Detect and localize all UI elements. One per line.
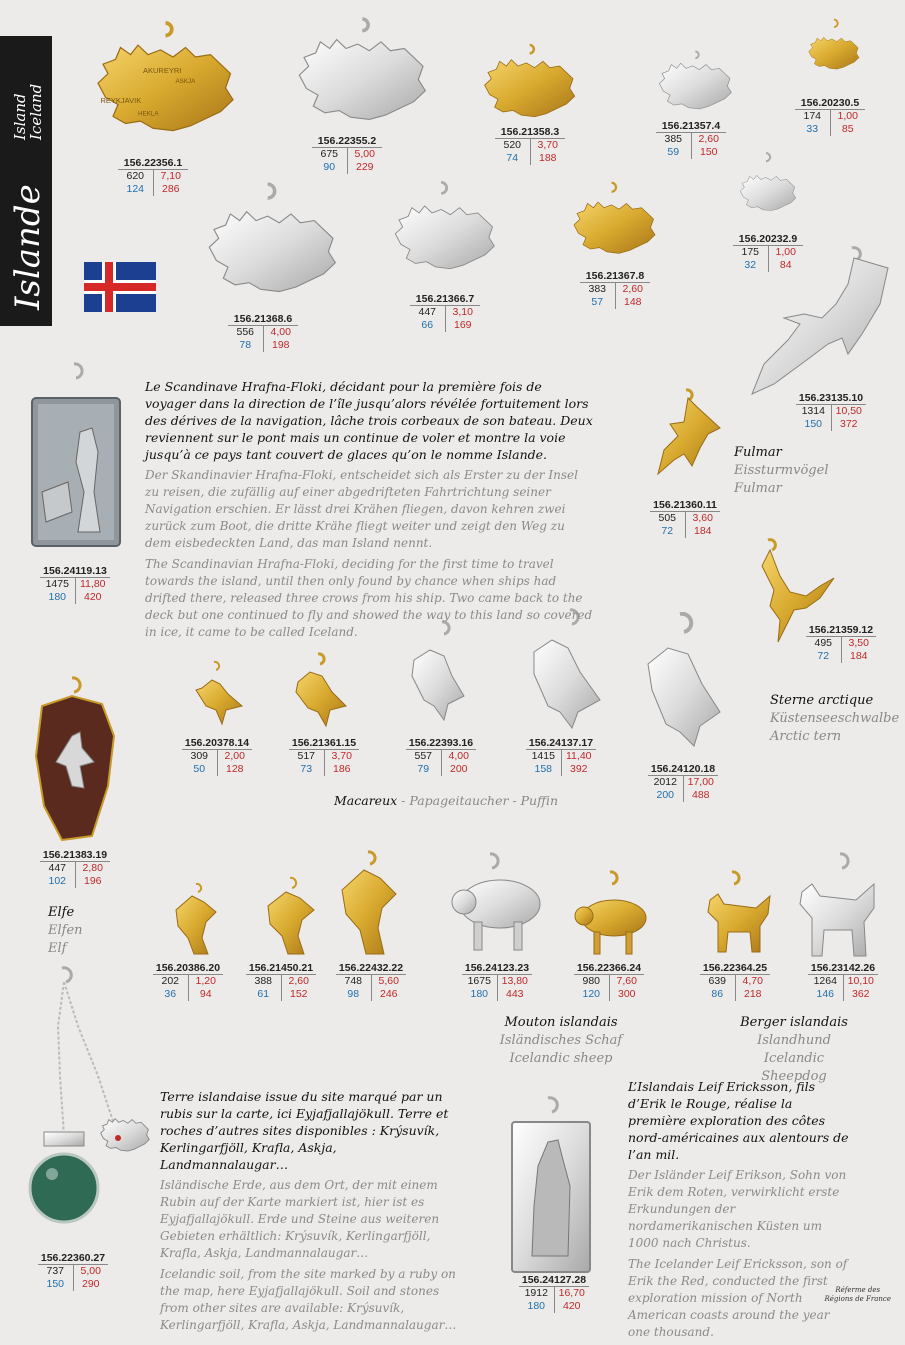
item-value-blue: 150 [38, 1278, 74, 1291]
item-value-blue: 200 [648, 789, 684, 802]
price-tag [796, 392, 866, 431]
puffin-label-fr: Macareux [334, 793, 398, 808]
floki-text-de: Der Skandinavier Hrafna-Floki, entscheidet sich als Erster zu der Insel zu reisen, die zufällig auf einer abgedrifteten Fahrtrichtung seiner Navigation erschien. Er lässt drei Krähen fliegen, davon kehren zwei zurück zum Boot, die dritte Krähe fliegt weiter und zeigt den Weg zu dem eisbedeckten Land, das man Island nennt. [145, 468, 578, 550]
soil-text-en: Icelandic soil, from the site marked by a ruby on the map, here Eyjafjallajökull. Soil and stones from other sites are available: Krýsuvík, Kerlingarfjöll, Krafla, Askja, Landmannalaugar… [160, 1267, 457, 1332]
item-weight: 980 [574, 975, 610, 988]
price-tag [118, 157, 188, 196]
price-tag [246, 962, 316, 1001]
item-weight: 1264 [808, 975, 844, 988]
puffin-pendant-silver-large [640, 612, 726, 752]
item-price: 7,10 [160, 170, 181, 182]
iceland-plain-pendant-silver [200, 178, 340, 308]
item-weight: 1675 [462, 975, 498, 988]
item-price: 3,50 [848, 637, 869, 649]
item-weight: 388 [246, 975, 282, 988]
item-price: 16,70 [558, 1287, 585, 1299]
item-value-blue: 36 [153, 988, 189, 1001]
item-ref: 156.21360.11 [653, 499, 717, 511]
item-ref: 156.22360.27 [40, 1252, 106, 1264]
item-value-red: 94 [199, 988, 212, 1000]
sidebar-subtitle-de: Island [11, 93, 29, 140]
item-value-blue: 32 [733, 259, 769, 272]
item-weight: 557 [406, 750, 442, 763]
item-ref: 156.22393.16 [408, 737, 474, 749]
iceland-map-pendant-silver-small [654, 46, 734, 121]
item-weight: 748 [336, 975, 372, 988]
item-weight: 517 [289, 750, 325, 763]
item-weight: 174 [795, 110, 831, 123]
item-weight: 505 [650, 512, 686, 525]
item-value-red: 148 [623, 296, 642, 308]
item-value-red: 169 [453, 319, 472, 331]
item-value-blue: 78 [228, 339, 264, 352]
icelandic-sheep-pendant-gold [574, 870, 650, 962]
item-ref: 156.24120.18 [650, 763, 716, 775]
credit-line-1: Réferme des [835, 1286, 881, 1294]
item-value-blue: 120 [574, 988, 610, 1001]
price-tag [406, 737, 476, 776]
sheep-label-de: Isländisches Schaf [499, 1033, 623, 1048]
price-tag [40, 565, 110, 604]
item-value-red: 392 [569, 763, 588, 775]
tern-label [770, 692, 900, 746]
item-weight: 175 [733, 246, 769, 259]
item-ref: 156.21357.4 [661, 120, 721, 132]
puffin-label-de-en: - Papageitaucher - Puffin [397, 793, 558, 808]
item-value-red: 184 [849, 650, 868, 662]
item-price: 2,60 [288, 975, 309, 987]
elf-label-de: Elfen [48, 923, 83, 938]
price-tag [795, 97, 865, 136]
dog-label [730, 1014, 858, 1086]
dog-label-en: Icelandic Sheepdog [761, 1051, 827, 1084]
price-tag [182, 737, 252, 776]
item-price: 1,20 [195, 975, 216, 987]
item-ref: 156.20386.20 [155, 962, 221, 974]
dog-label-fr: Berger islandais [740, 1015, 848, 1030]
item-ref: 156.21358.3 [500, 126, 560, 138]
item-value-blue: 90 [312, 161, 348, 174]
item-weight: 447 [40, 862, 76, 875]
item-price: 2,80 [82, 862, 103, 874]
item-ref: 156.21366.7 [415, 293, 475, 305]
item-value-blue: 73 [289, 763, 325, 776]
item-price: 5,00 [80, 1265, 101, 1277]
sidebar-title: Islande [8, 184, 48, 310]
item-value-red: 443 [505, 988, 524, 1000]
item-value-blue: 158 [526, 763, 562, 776]
credit-line-2: Régions de France [824, 1295, 891, 1303]
puffin-pendant-gold-small [188, 660, 248, 730]
credit-mark [825, 1286, 891, 1304]
item-price: 4,70 [742, 975, 763, 987]
price-tag [312, 135, 382, 174]
soil-text-block [160, 1088, 468, 1338]
item-weight: 309 [182, 750, 218, 763]
item-price: 11,40 [566, 750, 592, 762]
item-ref: 156.22366.24 [576, 962, 642, 974]
price-tag [38, 1252, 108, 1291]
item-value-red: 152 [289, 988, 308, 1000]
item-value-red: 188 [538, 152, 557, 164]
iceland-plain-pendant-gold [568, 180, 658, 265]
price-tag [580, 270, 650, 309]
item-weight: 556 [228, 326, 264, 339]
elf-label [48, 904, 108, 958]
item-value-red: 186 [332, 763, 351, 775]
item-value-blue: 150 [796, 418, 832, 431]
item-price: 4,00 [270, 326, 291, 338]
item-price: 3,70 [331, 750, 352, 762]
map-label-reykjavik: REYKJAVIK [100, 96, 142, 105]
hrafna-floki-plaque-pendant [28, 362, 124, 552]
puffin-pendant-gold-medium [288, 652, 354, 732]
item-ref: 156.20378.14 [184, 737, 250, 749]
price-tag [648, 763, 718, 802]
elf-label-fr: Elfe [48, 905, 75, 920]
tern-label-en: Arctic tern [770, 729, 842, 744]
item-value-blue: 79 [406, 763, 442, 776]
map-label-akureyri: AKUREYRI [143, 66, 182, 75]
item-value-blue: 72 [650, 525, 686, 538]
map-label-askja: ASKJA [175, 78, 196, 85]
item-value-red: 184 [693, 525, 712, 537]
item-value-red: 218 [743, 988, 762, 1000]
item-value-blue: 57 [580, 296, 616, 309]
item-value-red: 229 [355, 161, 374, 173]
item-weight: 1475 [40, 578, 76, 591]
item-price: 1,00 [775, 246, 796, 258]
floki-text-fr: Le Scandinave Hrafna-Floki, décidant pour la première fois de voyager dans la direction de l’île jusqu’alors révélée fortuitement lors des dérives de la navigation, lâche trois corbeaux de son bateau. Deux reviennent sur le pont mais un continue de voler et montre la voie jusqu’à ce pays tant couvert de glaces qu’on le nomme Islande. [145, 379, 593, 462]
item-value-blue: 146 [808, 988, 844, 1001]
item-price: 5,00 [354, 148, 375, 160]
price-tag [153, 962, 223, 1001]
icelandic-sheepdog-pendant-silver [794, 852, 884, 964]
item-ref: 156.24127.28 [521, 1274, 587, 1286]
item-value-blue: 66 [410, 319, 446, 332]
item-value-red: 85 [841, 123, 854, 135]
item-value-blue: 74 [495, 152, 531, 165]
item-ref: 156.24123.23 [464, 962, 530, 974]
price-tag [806, 624, 876, 663]
item-weight: 2012 [648, 776, 684, 789]
item-value-blue: 33 [795, 123, 831, 136]
item-ref: 156.21361.15 [291, 737, 357, 749]
iceland-map-pendant-silver [290, 10, 430, 140]
item-price: 2,00 [224, 750, 245, 762]
item-price: 11,80 [80, 578, 106, 590]
item-weight: 202 [153, 975, 189, 988]
item-price: 10,10 [847, 975, 874, 987]
item-ref: 156.21450.21 [248, 962, 314, 974]
item-value-blue: 86 [700, 988, 736, 1001]
dog-label-de: Islandhund [757, 1033, 831, 1048]
iceland-plain-pendant-silver-mini [736, 152, 798, 224]
sheep-label-en: Icelandic sheep [509, 1051, 613, 1066]
leif-ericksson-plaque-pendant [508, 1096, 594, 1276]
item-weight: 1314 [796, 405, 832, 418]
item-weight: 520 [495, 139, 531, 152]
elf-pendant-gold-medium [262, 876, 318, 958]
item-price: 7,60 [616, 975, 637, 987]
item-value-red: 200 [449, 763, 468, 775]
floki-text-block [145, 378, 593, 645]
leif-text-block [628, 1078, 850, 1345]
item-weight: 1415 [526, 750, 562, 763]
tern-label-fr: Sterne arctique [770, 693, 874, 708]
item-price: 1,00 [837, 110, 858, 122]
iceland-map-pendant-gold-medium [478, 40, 578, 130]
iceland-plain-pendant-silver-medium [388, 176, 498, 286]
item-weight: 639 [700, 975, 736, 988]
item-value-red: 196 [83, 875, 102, 887]
item-ref: 156.20230.5 [800, 97, 860, 109]
price-tag [519, 1274, 589, 1313]
elf-stone-pendant [32, 676, 120, 846]
item-price: 5,60 [378, 975, 399, 987]
item-price: 4,00 [448, 750, 469, 762]
elf-pendant-gold-small [170, 882, 220, 960]
price-tag [462, 962, 532, 1001]
iceland-map-pendant-gold [88, 8, 238, 158]
map-label-hekla: HEKLA [138, 110, 159, 118]
item-price: 13,80 [501, 975, 528, 987]
item-value-blue: 72 [806, 650, 842, 663]
item-value-red: 362 [851, 988, 870, 1000]
item-weight: 383 [580, 283, 616, 296]
item-ref: 156.22364.25 [702, 962, 768, 974]
elf-label-en: Elf [48, 941, 67, 956]
price-tag [40, 849, 110, 888]
item-value-red: 372 [839, 418, 858, 430]
item-value-blue: 50 [182, 763, 218, 776]
item-value-blue: 61 [246, 988, 282, 1001]
fulmar-label [734, 444, 829, 498]
soil-text-fr: Terre islandaise issue du site marqué par un rubis sur la carte, ici Eyjafjallajökull. Terre et roches d’autres sites disponibles : Krýsuvík, Kerlingarfjöll, Krafla, Askja, Landmannalaugar… [160, 1089, 449, 1172]
item-value-red: 198 [271, 339, 290, 351]
item-price: 10,50 [835, 405, 862, 417]
price-tag [650, 499, 720, 538]
item-value-red: 300 [617, 988, 636, 1000]
item-price: 17,00 [687, 776, 714, 788]
item-value-red: 420 [83, 591, 102, 603]
item-weight: 385 [656, 133, 692, 146]
price-tag [656, 120, 726, 159]
item-price: 3,10 [452, 306, 473, 318]
item-ref: 156.21368.6 [233, 313, 293, 325]
elf-pendant-gold-large [336, 850, 400, 960]
item-ref: 156.21383.19 [42, 849, 108, 861]
price-tag [228, 313, 298, 352]
item-value-red: 488 [691, 789, 710, 801]
price-tag [574, 962, 644, 1001]
iceland-map-pendant-gold-mini [805, 14, 861, 84]
item-ref: 156.21359.12 [808, 624, 874, 636]
item-ref: 156.23142.26 [810, 962, 876, 974]
price-tag [410, 293, 480, 332]
fulmar-label-en: Fulmar [734, 481, 782, 496]
item-value-blue: 180 [40, 591, 76, 604]
iceland-soil-globe-pendant [28, 966, 178, 1250]
sheep-label [496, 1014, 626, 1068]
item-ref: 156.20232.9 [738, 233, 798, 245]
price-tag [526, 737, 596, 776]
fulmar-label-fr: Fulmar [734, 445, 782, 460]
item-weight: 447 [410, 306, 446, 319]
item-value-blue: 124 [118, 183, 154, 196]
icelandic-sheep-pendant-silver [450, 852, 546, 962]
item-value-red: 150 [699, 146, 718, 158]
item-value-blue: 180 [462, 988, 498, 1001]
item-value-red: 420 [562, 1300, 581, 1312]
item-value-blue: 98 [336, 988, 372, 1001]
leif-text-en: The Icelander Leif Ericksson, son of Erik the Red, conducted the first exploration mission of North American coasts around the year one thousand. [628, 1257, 848, 1339]
fulmar-pendant-gold [648, 388, 728, 488]
item-ref: 156.21367.8 [585, 270, 645, 282]
item-weight: 1912 [519, 1287, 555, 1300]
item-price: 3,60 [692, 512, 713, 524]
item-ref: 156.22432.22 [338, 962, 404, 974]
item-weight: 495 [806, 637, 842, 650]
item-value-blue: 180 [519, 1300, 555, 1313]
item-ref: 156.24119.13 [43, 565, 107, 577]
price-tag [336, 962, 406, 1001]
soil-text-de: Isländische Erde, aus dem Ort, der mit einem Rubin auf der Karte markiert ist, hier ist es Eyjafjallajökull. Erde und Steine aus weiteren Gebieten erhältlich: Krýsuvík, Kerlingarfjöll, Krafla, Askja, Landmannalaugar… [160, 1178, 440, 1260]
item-price: 3,70 [537, 139, 558, 151]
fulmar-label-de: Eissturmvögel [734, 463, 829, 478]
item-price: 2,60 [622, 283, 643, 295]
item-value-red: 286 [161, 183, 180, 195]
tern-label-de: Küstenseeschwalbe [770, 711, 900, 726]
item-ref: 156.24137.17 [528, 737, 594, 749]
leif-text-de: Der Isländer Leif Erikson, Sohn von Erik dem Roten, verwirklicht erste Erkundungen der nordamerikanischen Küsten um 1000 nach Christus. [628, 1168, 847, 1250]
price-tag [733, 233, 803, 272]
sidebar-subtitle-en: Iceland [27, 83, 45, 140]
icelandic-sheepdog-pendant-gold [702, 870, 776, 962]
item-weight: 737 [38, 1265, 74, 1278]
sheep-label-fr: Mouton islandais [504, 1015, 618, 1030]
item-value-red: 128 [225, 763, 244, 775]
item-weight: 675 [312, 148, 348, 161]
item-ref: 156.22356.1 [123, 157, 183, 169]
item-value-blue: 102 [40, 875, 76, 888]
price-tag [495, 126, 565, 165]
item-value-red: 84 [779, 259, 792, 271]
item-value-blue: 59 [656, 146, 692, 159]
item-ref: 156.23135.10 [798, 392, 864, 404]
price-tag [700, 962, 770, 1001]
puffin-label [296, 792, 596, 810]
price-tag [808, 962, 878, 1001]
item-weight: 620 [118, 170, 154, 183]
floki-text-en: The Scandinavian Hrafna-Floki, deciding for the first time to travel towards the island, until then only found by chance when ships had drifted there, released three crows from his ship. Two came back to the deck but one continued to fly and showed the way to this land so covered in ice, it came to be called Iceland. [145, 557, 593, 639]
leif-text-fr: L’Islandais Leif Ericksson, fils d’Erik le Rouge, réalise la première exploration des côtes nord-américaines aux alentours de l’an mil. [628, 1079, 849, 1162]
item-value-red: 246 [379, 988, 398, 1000]
iceland-flag-icon [84, 262, 156, 312]
item-price: 2,60 [698, 133, 719, 145]
item-ref: 156.22355.2 [317, 135, 377, 147]
price-tag [289, 737, 359, 776]
item-value-red: 290 [81, 1278, 100, 1290]
